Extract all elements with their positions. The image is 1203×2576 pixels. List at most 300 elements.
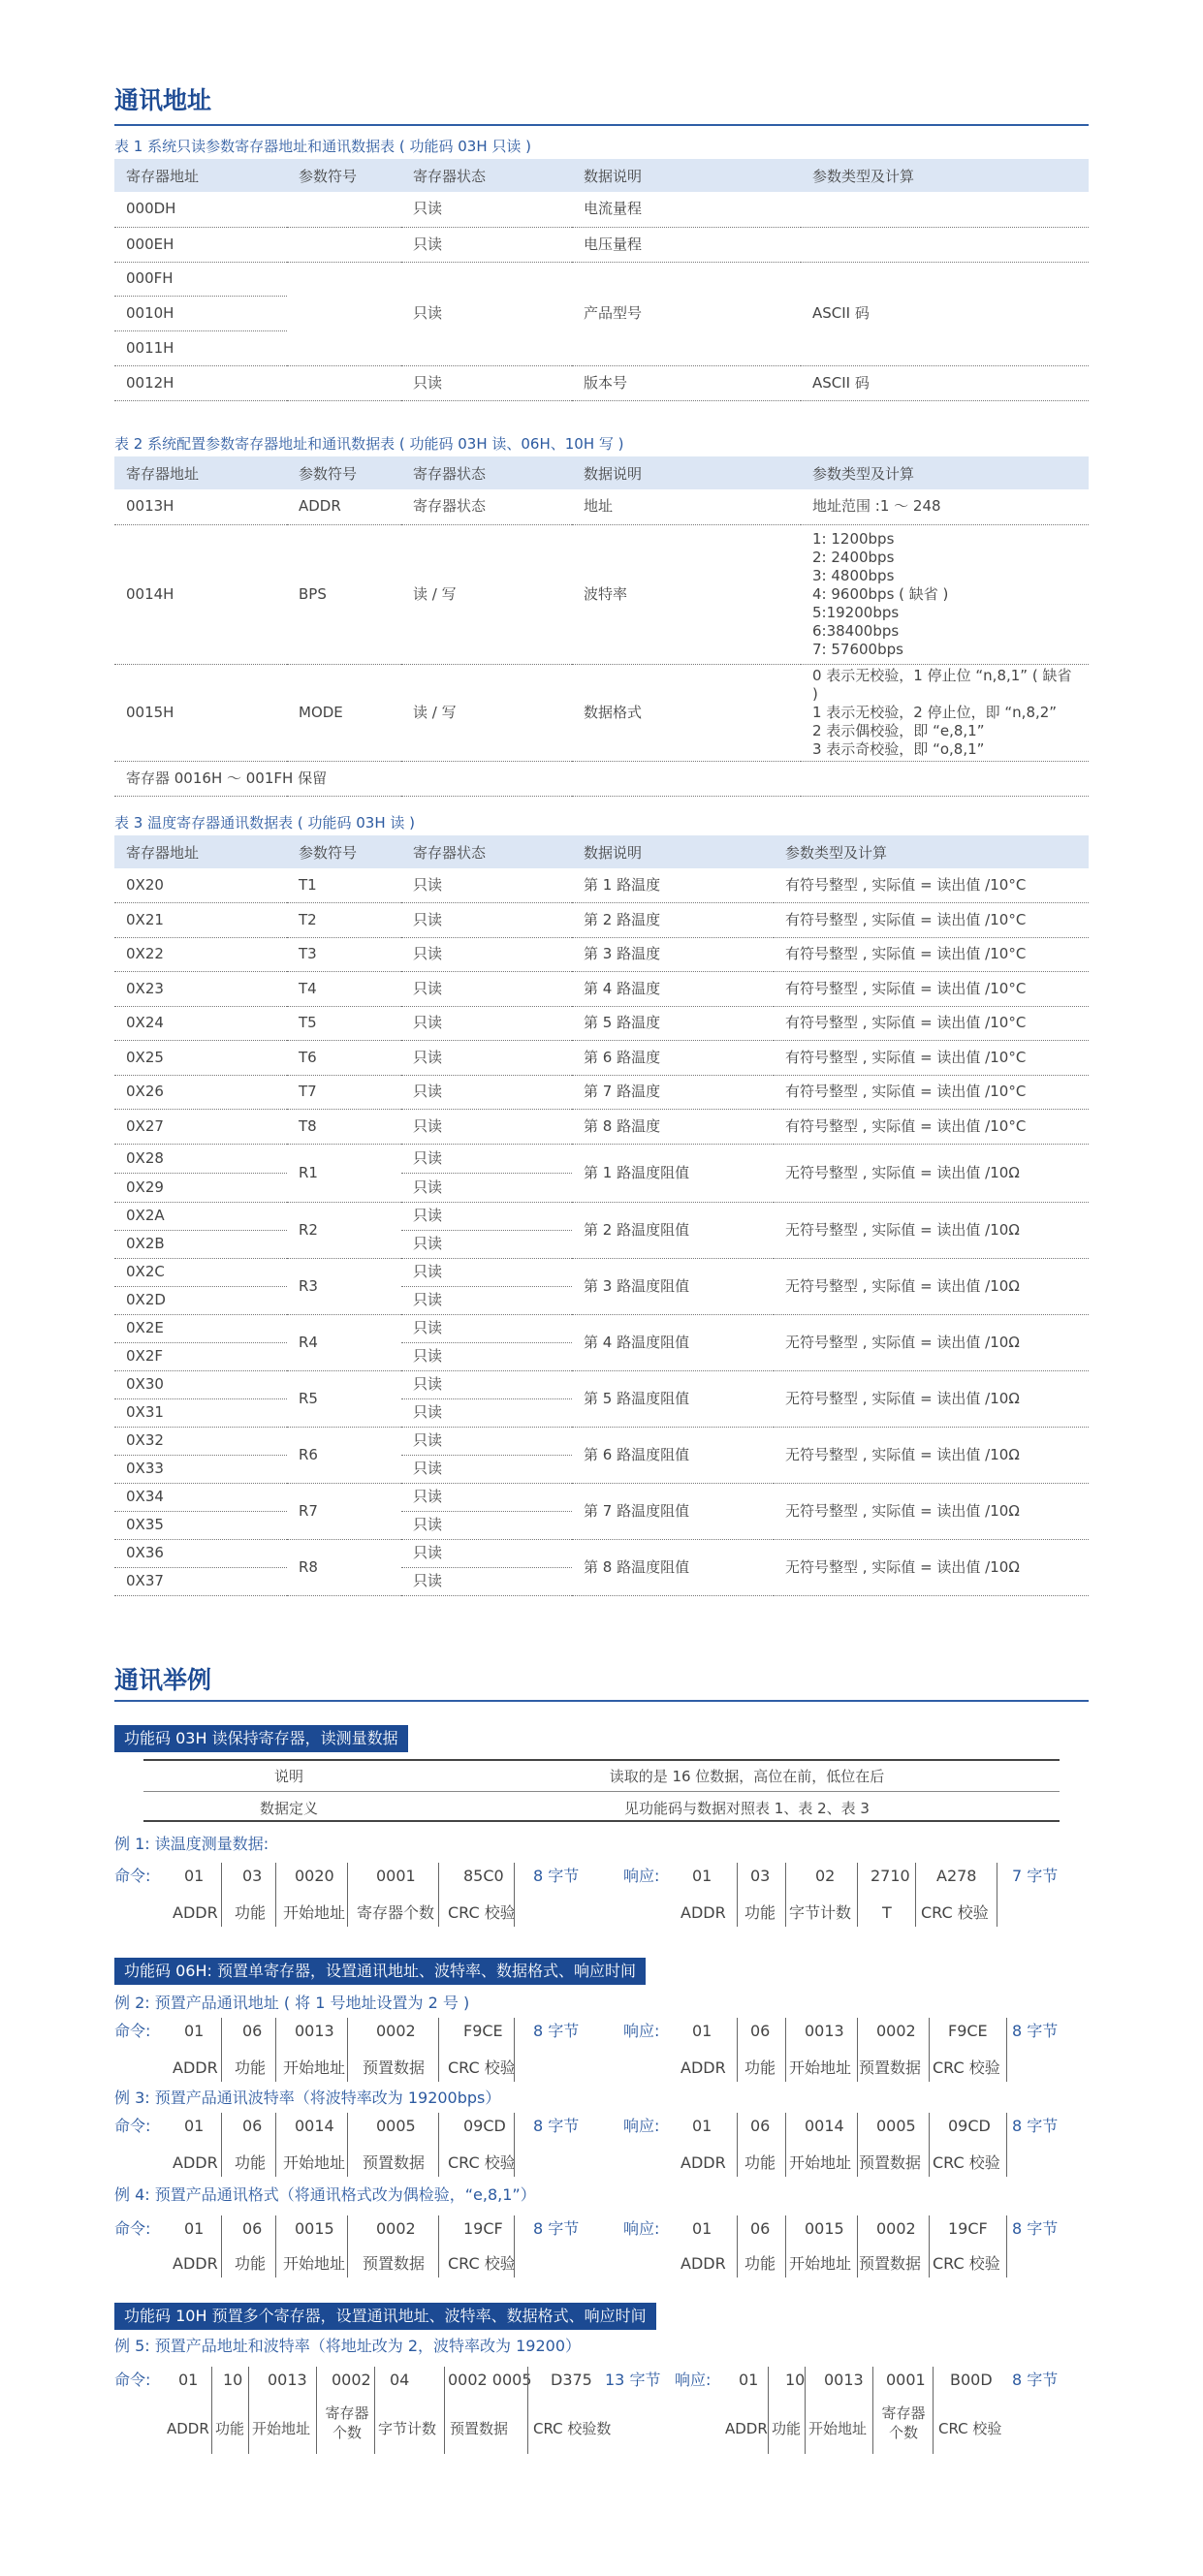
frame-byte: 2710 bbox=[871, 1867, 910, 1885]
cell-symbol: T3 bbox=[287, 937, 401, 972]
command-label: 命令: bbox=[114, 2117, 151, 2135]
frame-byte: 01 bbox=[184, 2219, 205, 2238]
cell-desc: 第 4 路温度 bbox=[572, 972, 774, 1007]
frame-byte: 85C0 bbox=[463, 1867, 504, 1885]
field-separator bbox=[347, 2113, 348, 2177]
cell-symbol: T6 bbox=[287, 1041, 401, 1076]
example-2-title: 例 2: 预置产品通讯地址 ( 将 1 号地址设置为 2 号 ) bbox=[114, 1994, 470, 2012]
field-label: ADDR bbox=[173, 2058, 218, 2077]
field-label: ADDR bbox=[173, 2153, 218, 2172]
response-label: 响应: bbox=[623, 1867, 660, 1885]
cell-address: 000DH bbox=[114, 192, 287, 227]
field-label: 预置数据 bbox=[859, 2153, 922, 2172]
cell-calc: 有符号整型 , 实际值 = 读出值 /10°C bbox=[774, 1075, 1089, 1110]
frame-byte: 19CF bbox=[463, 2219, 503, 2238]
field-label: 功能 bbox=[215, 2420, 245, 2437]
cell-status: 只读 bbox=[401, 1398, 572, 1427]
cell-calc: 无符号整型 , 实际值 = 读出值 /10Ω bbox=[774, 1314, 1089, 1370]
frame-byte: 0014 bbox=[295, 2117, 334, 2135]
function-06h-banner: 功能码 06H: 预置单寄存器，设置通讯地址、波特率、数据格式、响应时间 bbox=[114, 1958, 646, 1985]
frame-byte: 10 bbox=[785, 2371, 806, 2389]
field-label: 开始地址 bbox=[283, 2254, 346, 2273]
field-separator bbox=[857, 2113, 858, 2177]
example-1-field-row bbox=[114, 1900, 1089, 1927]
frame-byte: 0005 bbox=[376, 2117, 416, 2135]
cell-calc: 无符号整型 , 实际值 = 读出值 /10Ω bbox=[774, 1539, 1089, 1595]
def-label: 说明 bbox=[273, 1767, 303, 1785]
field-separator bbox=[737, 2113, 738, 2177]
cell-status: 只读 bbox=[401, 1202, 572, 1230]
field-label: CRC 校验 bbox=[448, 2153, 516, 2172]
cell-status: 只读 bbox=[401, 365, 572, 400]
frame-byte: 03 bbox=[750, 1867, 771, 1885]
field-separator bbox=[211, 2367, 212, 2454]
header-cell: 寄存器地址 bbox=[114, 835, 287, 868]
cell-desc: 第 2 路温度阻值 bbox=[572, 1202, 774, 1258]
field-separator bbox=[438, 1863, 439, 1927]
cell-desc: 第 8 路温度阻值 bbox=[572, 1539, 774, 1595]
cell-status: 寄存器状态 bbox=[401, 489, 572, 524]
field-separator bbox=[438, 2018, 439, 2082]
cell-address: 0X24 bbox=[114, 1006, 287, 1041]
field-separator bbox=[768, 2367, 769, 2454]
field-label: 开始地址 bbox=[789, 2254, 852, 2273]
def-value: 读取的是 16 位数据，高位在前，低位在后 bbox=[609, 1767, 885, 1785]
field-label: ADDR bbox=[725, 2420, 768, 2437]
cell-symbol: R6 bbox=[287, 1427, 401, 1483]
table-row bbox=[114, 1075, 1089, 1110]
cell-symbol: R5 bbox=[287, 1370, 401, 1427]
field-separator bbox=[374, 2367, 375, 2454]
example-3-frame-row bbox=[114, 2113, 1089, 2140]
def-value: 见功能码与数据对照表 1、表 2、表 3 bbox=[624, 1799, 870, 1817]
frame-byte: 06 bbox=[750, 2022, 771, 2040]
field-separator bbox=[221, 2113, 222, 2177]
table-row bbox=[114, 972, 1089, 1007]
header-cell: 寄存器状态 bbox=[401, 835, 572, 868]
cell-status: 只读 bbox=[401, 868, 572, 903]
cell-status: 只读 bbox=[401, 937, 572, 972]
frame-length: 8 字节 bbox=[533, 2117, 580, 2135]
cell-desc: 第 7 路温度阻值 bbox=[572, 1483, 774, 1539]
frame-byte: 01 bbox=[692, 2117, 712, 2135]
cell-calc: 有符号整型 , 实际值 = 读出值 /10°C bbox=[774, 903, 1089, 938]
section-divider bbox=[114, 124, 1089, 126]
section-title-address: 通讯地址 bbox=[114, 86, 212, 114]
example-5-title: 例 5: 预置产品地址和波特率（将地址改为 2，波特率改为 19200） bbox=[114, 2337, 581, 2355]
cell-desc: 第 1 路温度 bbox=[572, 868, 774, 903]
table-row bbox=[114, 1370, 1089, 1398]
table-row bbox=[143, 1760, 1060, 1792]
frame-byte: 0020 bbox=[295, 1867, 334, 1885]
cell-address: 0X27 bbox=[114, 1110, 287, 1145]
field-label: ADDR bbox=[167, 2420, 209, 2437]
cell-address: 0X26 bbox=[114, 1075, 287, 1110]
example-2-frame-row bbox=[114, 2018, 1089, 2045]
example-2-field-row bbox=[114, 2055, 1089, 2082]
field-separator bbox=[444, 2367, 445, 2454]
baud-option: 3: 4800bps bbox=[812, 566, 895, 584]
baud-option: 1: 1200bps bbox=[812, 529, 895, 548]
cell-calc: 有符号整型 , 实际值 = 读出值 /10°C bbox=[774, 1041, 1089, 1076]
cell-desc: 版本号 bbox=[572, 365, 801, 400]
cell-status: 只读 bbox=[401, 1314, 572, 1342]
field-separator bbox=[737, 1863, 738, 1927]
field-separator bbox=[857, 2215, 858, 2278]
cell-status: 只读 bbox=[401, 227, 572, 262]
frame-byte: 01 bbox=[692, 2219, 712, 2238]
header-cell: 数据说明 bbox=[572, 456, 801, 489]
header-cell: 寄存器地址 bbox=[114, 159, 287, 192]
baud-option: 5:19200bps bbox=[812, 603, 900, 621]
field-label: 预置数据 bbox=[859, 2058, 922, 2077]
frame-byte: 0015 bbox=[295, 2219, 334, 2238]
cell-symbol: T5 bbox=[287, 1006, 401, 1041]
table-row bbox=[114, 524, 1089, 664]
table1 bbox=[114, 159, 1089, 401]
header-cell: 参数符号 bbox=[287, 159, 401, 192]
cell-desc: 第 6 路温度阻值 bbox=[572, 1427, 774, 1483]
field-label: 开始地址 bbox=[808, 2420, 868, 2437]
example-1-frame-row bbox=[114, 1863, 1089, 1890]
field-separator bbox=[316, 2367, 317, 2454]
field-separator bbox=[737, 2018, 738, 2082]
cell-symbol bbox=[287, 262, 401, 365]
cell-status: 读 / 写 bbox=[401, 664, 572, 761]
field-separator bbox=[929, 2113, 930, 2177]
table-row bbox=[143, 1792, 1060, 1824]
field-label: 预置数据 bbox=[363, 2058, 426, 2077]
frame-byte: F9CE bbox=[463, 2022, 503, 2040]
cell-status: 只读 bbox=[401, 1144, 572, 1173]
field-label: ADDR bbox=[681, 2058, 726, 2077]
cell-desc: 第 5 路温度阻值 bbox=[572, 1370, 774, 1427]
cell-status: 只读 bbox=[401, 1427, 572, 1455]
cell-symbol: MODE bbox=[287, 664, 401, 761]
cell-address: 0011H bbox=[114, 330, 287, 365]
table-row bbox=[114, 1006, 1089, 1041]
table-header-row bbox=[114, 456, 1089, 489]
field-label: 开始地址 bbox=[283, 2153, 346, 2172]
cell-address: 000FH bbox=[114, 262, 287, 296]
frame-byte: 19CF bbox=[948, 2219, 988, 2238]
cell-desc: 地址 bbox=[572, 489, 801, 524]
example-3-title: 例 3: 预置产品通讯波特率（将波特率改为 19200bps） bbox=[114, 2089, 501, 2107]
field-label: 预置数据 bbox=[363, 2153, 426, 2172]
field-label: ADDR bbox=[173, 2254, 218, 2273]
header-cell: 数据说明 bbox=[572, 835, 774, 868]
cell-desc: 第 3 路温度阻值 bbox=[572, 1258, 774, 1314]
field-separator bbox=[438, 2113, 439, 2177]
header-cell: 数据说明 bbox=[572, 159, 801, 192]
field-label: CRC 校验 bbox=[448, 2058, 516, 2077]
field-separator bbox=[785, 2113, 786, 2177]
cell-desc: 数据格式 bbox=[572, 664, 801, 761]
table-row bbox=[114, 1041, 1089, 1076]
header-cell: 参数类型及计算 bbox=[774, 835, 1089, 868]
example-1-title: 例 1: 读温度测量数据: bbox=[114, 1835, 269, 1853]
field-separator bbox=[514, 2113, 515, 2177]
mode-option: 0 表示无校验，1 停止位 “n,8,1” ( 缺省 ) bbox=[812, 666, 1072, 703]
cell-address: 0010H bbox=[114, 296, 287, 330]
frame-byte: 0002 bbox=[332, 2371, 371, 2389]
cell-address: 0015H bbox=[114, 664, 287, 761]
cell-address: 0X2A bbox=[114, 1202, 287, 1230]
field-label: 功能 bbox=[744, 1903, 776, 1922]
cell-desc: 第 7 路温度 bbox=[572, 1075, 774, 1110]
frame-byte: 01 bbox=[184, 1867, 205, 1885]
frame-byte: 0002 bbox=[876, 2022, 916, 2040]
frame-byte: 10 bbox=[223, 2371, 243, 2389]
frame-byte: B00D bbox=[950, 2371, 993, 2389]
table-row bbox=[114, 1258, 1089, 1286]
table2-caption: 表 2 系统配置参数寄存器地址和通讯数据表 ( 功能码 03H 读、06H、10H 写 ) bbox=[114, 435, 624, 453]
cell-status: 只读 bbox=[401, 1041, 572, 1076]
frame-byte: 0013 bbox=[824, 2371, 864, 2389]
cell-desc: 第 5 路温度 bbox=[572, 1006, 774, 1041]
cell-symbol: T8 bbox=[287, 1110, 401, 1145]
cell-status: 只读 bbox=[401, 1286, 572, 1314]
section-divider bbox=[114, 1700, 1089, 1702]
frame-byte: 0002 bbox=[876, 2219, 916, 2238]
cell-calc: 无符号整型 , 实际值 = 读出值 /10Ω bbox=[774, 1427, 1089, 1483]
frame-byte: F9CE bbox=[948, 2022, 988, 2040]
cell-address: 0X35 bbox=[114, 1511, 287, 1539]
cell-calc: 无符号整型 , 实际值 = 读出值 /10Ω bbox=[774, 1370, 1089, 1427]
cell-calc: ASCII 码 bbox=[801, 365, 1089, 400]
header-cell: 寄存器状态 bbox=[401, 456, 572, 489]
cell-symbol: T7 bbox=[287, 1075, 401, 1110]
frame-byte: 09CD bbox=[948, 2117, 991, 2135]
field-separator bbox=[737, 2215, 738, 2278]
cell-address: 0014H bbox=[114, 524, 287, 664]
field-separator bbox=[785, 1863, 786, 1927]
frame-byte: 06 bbox=[750, 2219, 771, 2238]
header-cell: 参数类型及计算 bbox=[801, 456, 1089, 489]
cell-calc: 无符号整型 , 实际值 = 读出值 /10Ω bbox=[774, 1202, 1089, 1258]
frame-byte: 06 bbox=[242, 2219, 263, 2238]
field-label: ADDR bbox=[681, 2153, 726, 2172]
frame-length: 7 字节 bbox=[1012, 1867, 1059, 1885]
table-row bbox=[114, 1483, 1089, 1511]
field-separator bbox=[1006, 2113, 1007, 2177]
table-row bbox=[114, 489, 1089, 524]
cell-status: 只读 bbox=[401, 1455, 572, 1483]
frame-length: 8 字节 bbox=[1012, 2219, 1059, 2238]
command-label: 命令: bbox=[114, 1867, 151, 1885]
field-label: 功能 bbox=[235, 1903, 267, 1922]
cell-desc: 电压量程 bbox=[572, 227, 801, 262]
header-cell: 参数符号 bbox=[287, 456, 401, 489]
header-cell: 参数类型及计算 bbox=[801, 159, 1089, 192]
table-row bbox=[114, 937, 1089, 972]
field-label: CRC 校验 bbox=[448, 2254, 516, 2273]
field-label: 寄存器个数 bbox=[881, 2404, 926, 2441]
cell-address: 0X25 bbox=[114, 1041, 287, 1076]
baud-option: 4: 9600bps ( 缺省 ) bbox=[812, 584, 949, 603]
table-row bbox=[114, 1314, 1089, 1342]
table3-caption: 表 3 温度寄存器通讯数据表 ( 功能码 03H 读 ) bbox=[114, 814, 415, 832]
cell-symbol bbox=[287, 227, 401, 262]
cell-desc: 第 2 路温度 bbox=[572, 903, 774, 938]
cell-status: 只读 bbox=[401, 1075, 572, 1110]
mode-option: 3 表示奇校验，即 “o,8,1” bbox=[812, 739, 985, 758]
cell-status: 只读 bbox=[401, 192, 572, 227]
cell-symbol: R4 bbox=[287, 1314, 401, 1370]
command-label: 命令: bbox=[114, 2371, 151, 2389]
field-separator bbox=[347, 2215, 348, 2278]
baud-option: 2: 2400bps bbox=[812, 548, 895, 566]
field-label: 寄存器个数 bbox=[357, 1903, 435, 1922]
field-separator bbox=[275, 2215, 276, 2278]
cell-address: 0X28 bbox=[114, 1144, 287, 1173]
cell-status: 只读 bbox=[401, 1511, 572, 1539]
cell-calc: 无符号整型 , 实际值 = 读出值 /10Ω bbox=[774, 1258, 1089, 1314]
frame-byte: 0005 bbox=[876, 2117, 916, 2135]
cell-address: 0013H bbox=[114, 489, 287, 524]
cell-status: 只读 bbox=[401, 1483, 572, 1511]
field-separator bbox=[785, 2215, 786, 2278]
cell-symbol: R1 bbox=[287, 1144, 401, 1202]
table-header-row bbox=[114, 159, 1089, 192]
field-label: 功能 bbox=[744, 2058, 776, 2077]
cell-calc: 有符号整型 , 实际值 = 读出值 /10°C bbox=[774, 1006, 1089, 1041]
cell-baud-list bbox=[801, 524, 1089, 664]
frame-byte: 03 bbox=[242, 1867, 263, 1885]
table-row bbox=[114, 664, 1089, 761]
response-label: 响应: bbox=[623, 2117, 660, 2135]
field-separator bbox=[857, 2018, 858, 2082]
table-row bbox=[114, 262, 1089, 296]
cell-status: 只读 bbox=[401, 1230, 572, 1258]
cell-desc: 第 1 路温度阻值 bbox=[572, 1144, 774, 1202]
cell-status: 只读 bbox=[401, 262, 572, 365]
frame-byte: 0013 bbox=[295, 2022, 334, 2040]
cell-status: 只读 bbox=[401, 1258, 572, 1286]
cell-status: 只读 bbox=[401, 1173, 572, 1202]
field-separator bbox=[221, 1863, 222, 1927]
example-5-frame-row bbox=[114, 2367, 1089, 2394]
table-row bbox=[114, 868, 1089, 903]
cell-address: 0X37 bbox=[114, 1567, 287, 1595]
table1-caption: 表 1 系统只读参数寄存器地址和通讯数据表 ( 功能码 03H 只读 ) bbox=[114, 138, 531, 155]
cell-address: 0X29 bbox=[114, 1173, 287, 1202]
example-5-field-row bbox=[114, 2404, 1089, 2442]
cell-address: 0X33 bbox=[114, 1455, 287, 1483]
response-label: 响应: bbox=[675, 2371, 712, 2389]
frame-byte: 0013 bbox=[268, 2371, 307, 2389]
frame-byte: D375 bbox=[551, 2371, 592, 2389]
cell-status: 只读 bbox=[401, 1539, 572, 1567]
cell-address: 0X32 bbox=[114, 1427, 287, 1455]
field-label: 功能 bbox=[235, 2058, 267, 2077]
field-separator bbox=[514, 1863, 515, 1927]
command-label: 命令: bbox=[114, 2219, 151, 2238]
frame-byte: 01 bbox=[184, 2117, 205, 2135]
frame-byte: 0001 bbox=[376, 1867, 416, 1885]
cell-address: 0012H bbox=[114, 365, 287, 400]
data-definition-table bbox=[143, 1760, 1060, 1823]
example-4-field-row bbox=[114, 2250, 1089, 2278]
header-cell: 寄存器地址 bbox=[114, 456, 287, 489]
cell-desc: 第 8 路温度 bbox=[572, 1110, 774, 1145]
cell-address: 0X36 bbox=[114, 1539, 287, 1567]
table-row bbox=[114, 227, 1089, 262]
header-cell: 寄存器状态 bbox=[401, 159, 572, 192]
frame-byte: 0002 bbox=[376, 2022, 416, 2040]
field-separator bbox=[438, 2215, 439, 2278]
table-row bbox=[114, 365, 1089, 400]
frame-byte: 0001 bbox=[886, 2371, 926, 2389]
cell-symbol: BPS bbox=[287, 524, 401, 664]
baud-option: 7: 57600bps bbox=[812, 640, 903, 658]
header-cell: 参数符号 bbox=[287, 835, 401, 868]
cell-status: 只读 bbox=[401, 1110, 572, 1145]
field-separator bbox=[347, 1863, 348, 1927]
cell-address: 0X2E bbox=[114, 1314, 287, 1342]
cell-symbol bbox=[287, 365, 401, 400]
cell-symbol: T1 bbox=[287, 868, 401, 903]
frame-byte: 06 bbox=[242, 2022, 263, 2040]
cell-symbol: T4 bbox=[287, 972, 401, 1007]
cell-status: 只读 bbox=[401, 1006, 572, 1041]
response-label: 响应: bbox=[623, 2219, 660, 2238]
cell-desc: 第 4 路温度阻值 bbox=[572, 1314, 774, 1370]
cell-status: 只读 bbox=[401, 903, 572, 938]
reserved-note: 寄存器 0016H ～ 001FH 保留 bbox=[114, 761, 1089, 796]
frame-byte: 0002 bbox=[376, 2219, 416, 2238]
field-separator bbox=[915, 1863, 916, 1927]
frame-byte: 01 bbox=[692, 1867, 712, 1885]
field-label: 字节计数 bbox=[789, 1903, 852, 1922]
cell-desc: 波特率 bbox=[572, 524, 801, 664]
frame-length: 8 字节 bbox=[1012, 2117, 1059, 2135]
frame-byte: A278 bbox=[936, 1867, 977, 1885]
field-label: 功能 bbox=[235, 2254, 267, 2273]
field-label: ADDR bbox=[173, 1903, 218, 1922]
table-row bbox=[114, 1144, 1089, 1173]
field-separator bbox=[527, 2367, 528, 2454]
cell-calc: 有符号整型 , 实际值 = 读出值 /10°C bbox=[774, 972, 1089, 1007]
cell-symbol bbox=[287, 192, 401, 227]
field-label: 开始地址 bbox=[789, 2058, 852, 2077]
field-separator bbox=[785, 2018, 786, 2082]
def-table-bottom-rule bbox=[143, 1820, 1060, 1822]
cell-symbol: T2 bbox=[287, 903, 401, 938]
cell-calc: 有符号整型 , 实际值 = 读出值 /10°C bbox=[774, 937, 1089, 972]
frame-length: 8 字节 bbox=[1012, 2371, 1059, 2389]
field-separator bbox=[347, 2018, 348, 2082]
cell-address: 0X30 bbox=[114, 1370, 287, 1398]
cell-status: 只读 bbox=[401, 1567, 572, 1595]
table-row bbox=[114, 1202, 1089, 1230]
field-separator bbox=[929, 2018, 930, 2082]
field-separator bbox=[514, 2215, 515, 2278]
cell-symbol: R3 bbox=[287, 1258, 401, 1314]
frame-length: 13 字节 bbox=[605, 2371, 661, 2389]
table-row bbox=[114, 761, 1089, 796]
field-label: 功能 bbox=[744, 2254, 776, 2273]
field-label: T bbox=[882, 1903, 892, 1922]
example-4-frame-row bbox=[114, 2215, 1089, 2243]
field-separator bbox=[805, 2367, 806, 2454]
frame-byte: 01 bbox=[692, 2022, 712, 2040]
frame-byte: 0015 bbox=[805, 2219, 844, 2238]
field-separator bbox=[221, 2018, 222, 2082]
frame-byte: 02 bbox=[815, 1867, 836, 1885]
cell-address: 0X21 bbox=[114, 903, 287, 938]
cell-status: 只读 bbox=[401, 1370, 572, 1398]
